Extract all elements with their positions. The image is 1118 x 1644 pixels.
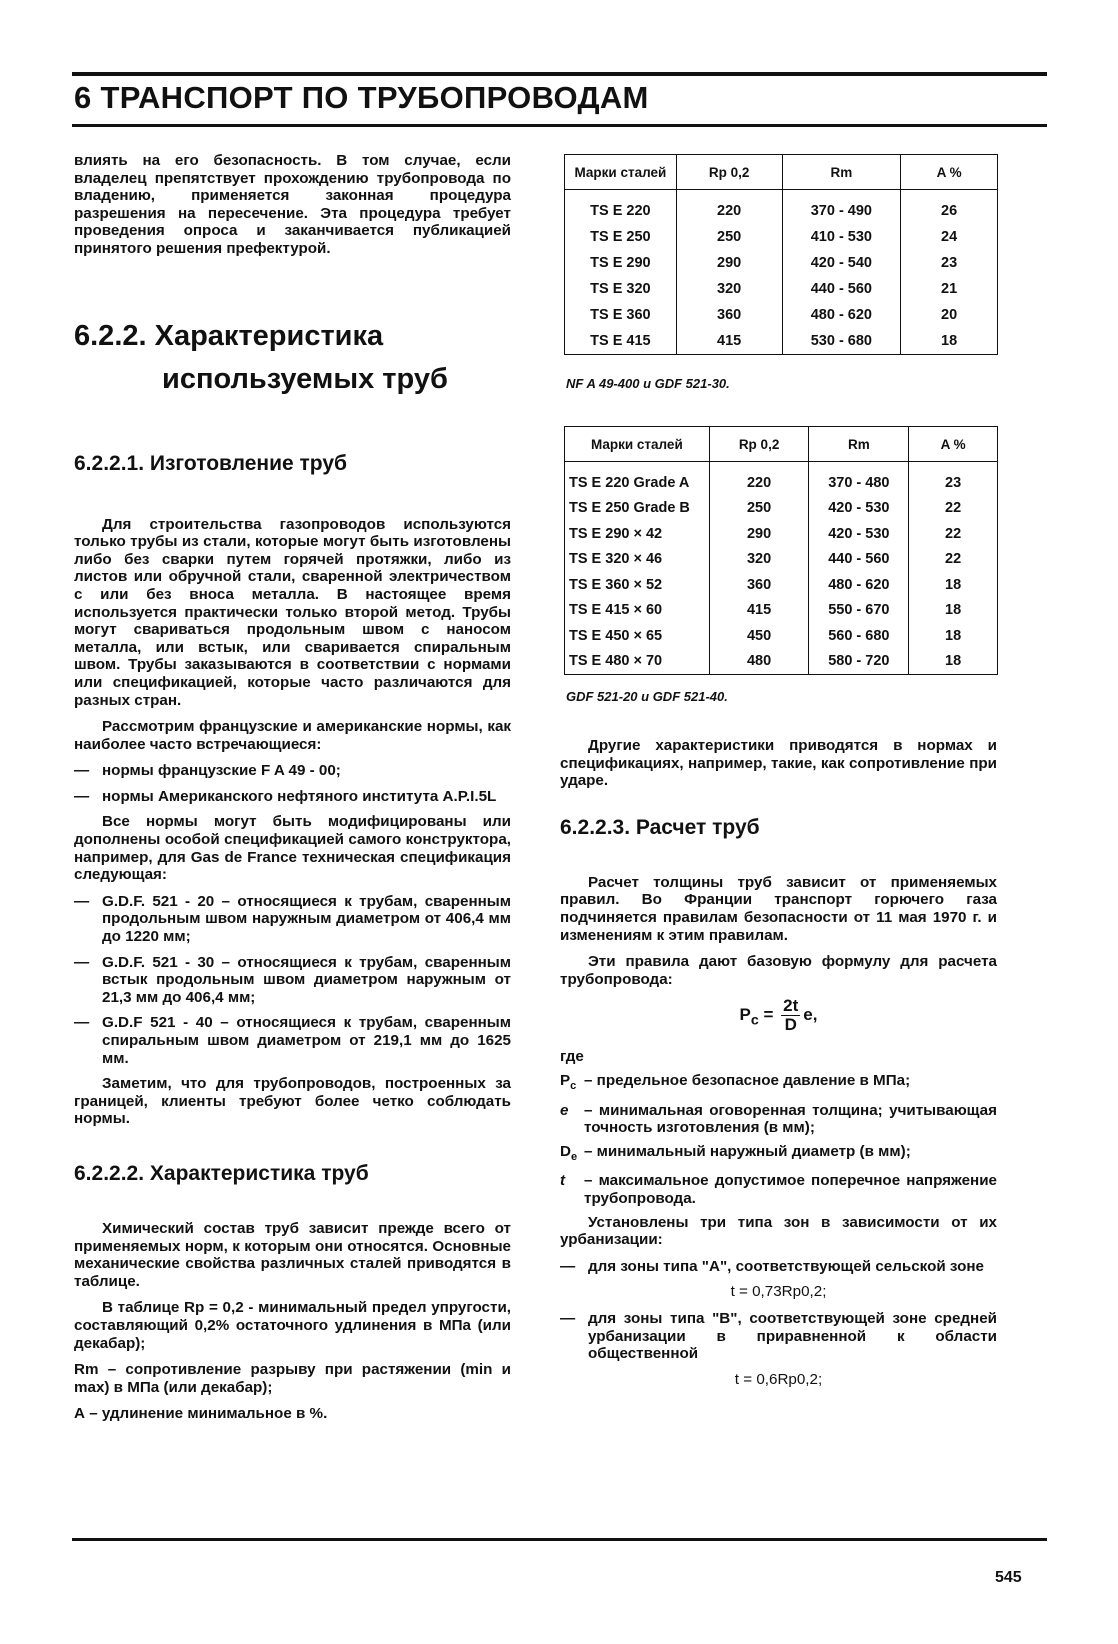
chemistry-paragraph: Химический состав труб зависит прежде всего от применяемых норм, к которым они относятся. Основные механические свойства различных сталей приводятся в таблице. [74,1219,511,1290]
abroad-paragraph: Заметим, что для трубопроводов, построенных за границей, клиенты требуют более четко соблюдать нормы. [74,1075,511,1128]
table-cell: TS E 415 × 60 [565,598,710,624]
table-cell: TS E 290 [565,250,677,276]
intro-paragraph: влиять на его безопасность. В том случае, если владелец препятствует прохождению трубопровода по владению, применяется законная процедура разрешения на пересечение. Эта процедура требует проведения опроса и заканчивается публикацией принятого решения префектурой. [74,152,511,257]
table-gdf-caption: GDF 521-20 и GDF 521-40. [566,689,728,704]
rm-definition: Rm – сопротивление разрыву при растяжении (min и max) в МПа (или декабар); [74,1361,511,1396]
column-header: Rp 0,2 [709,427,809,462]
table-cell: 290 [709,521,809,547]
table-cell: 415 [709,598,809,624]
formula-lhs: P [739,1005,751,1025]
symbol-letter: P [560,1071,571,1089]
zone-a-item: — для зоны типа "А", соответствующей сельской зоне [560,1258,997,1276]
symbol-letter: t [560,1172,566,1190]
symbol-subscript: e [570,1150,578,1163]
chapter-title: 6 ТРАНСПОРТ ПО ТРУБОПРОВОДАМ [74,80,649,115]
norm-item: — нормы французские F A 49 - 00; [74,762,511,780]
table-row [565,623,998,649]
table-row [565,598,998,624]
table-cell: 420 - 530 [809,496,909,522]
table-cell: 23 [909,462,998,496]
table-cell: 220 [676,190,782,225]
column-header: Марки сталей [565,155,677,190]
section-title [74,319,511,396]
symbol-description: – минимальная оговоренная толщина; учитывающая точность изготовления (в мм); [584,1101,997,1137]
header-rule [72,124,1047,127]
table-cell: TS E 290 × 42 [565,521,710,547]
table-cell: 560 - 680 [809,623,909,649]
table-cell: TS E 415 [565,328,677,355]
section-title-line1: 6.2.2. Характеристика [74,319,384,352]
where-label: где [560,1048,584,1066]
table-cell: 18 [909,649,998,675]
manufacture-paragraph: Для строительства газопроводов используются только трубы из стали, которые могут быть изготовлены либо без сварки путем горячей протяжки, либо из листов или обручной стали, сваренной электричеством с или без вноса металла. В настоящее время используется практически только второй метод. Трубы могут свариваться продольным швом с наносом металла, или встык, или сваривается спиральным швом. Трубы заказываются в соответствии с нормами или спецификацией, которые часто различаются для разных стран. [74,515,511,709]
column-header: Марки сталей [565,427,710,462]
steel-table-nf [564,154,998,355]
table-cell: 360 [676,302,782,328]
table-cell: 250 [676,224,782,250]
table-cell: 22 [909,547,998,573]
table-row [565,250,998,276]
table-cell: TS E 220 [565,190,677,225]
formula-eq: = [763,1005,774,1025]
symbol-letter: D [560,1142,571,1160]
table-cell: 530 - 680 [782,328,901,355]
table-row [565,521,998,547]
subsection-title-characteristics: 6.2.2.2. Характеристика труб [74,1161,369,1185]
table-cell: 18 [901,328,998,355]
column-header: A % [909,427,998,462]
symbol [560,1172,584,1207]
right-column [560,737,997,1397]
symbol-letter: e [560,1101,569,1119]
formula-numerator: 2t [783,996,799,1016]
a-definition: А – удлинение минимальное в %. [74,1405,328,1423]
table-row [565,328,998,355]
gdf-spec-item: — G.D.F. 521 - 20 – относящиеся к трубам, сваренным продольным швом наружным диаметром от 406,4 мм до 1220 мм; [74,892,511,946]
table-cell: 370 - 480 [809,462,909,496]
column-header: Rp 0,2 [676,155,782,190]
steel-table-gdf [564,426,998,675]
table-cell: 290 [676,250,782,276]
table-cell: 480 - 620 [809,572,909,598]
symbol [560,1102,584,1137]
table-row [565,572,998,598]
norm-item: — нормы Американского нефтяного института A.P.I.5L [74,788,511,806]
table-cell: 420 - 530 [809,521,909,547]
table-cell: 550 - 670 [809,598,909,624]
left-column [74,152,511,1432]
formula-lhs-sub: c [750,1012,759,1029]
formula-rhs: e, [803,1005,818,1025]
section-title-line2: используемых труб [162,362,448,395]
zone-a-formula: t = 0,73Rp0,2; [730,1283,827,1301]
table-cell: TS E 320 × 46 [565,547,710,573]
table-cell: TS E 250 Grade B [565,496,710,522]
table-nf-caption: NF A 49-400 и GDF 521-30. [566,376,730,391]
symbol-definitions [560,1072,997,1208]
rp-definition: В таблице Rp = 0,2 - минимальный предел упругости, составляющий 0,2% остаточного удлинения в МПа (или декабар); [74,1299,511,1352]
table-cell: 440 - 560 [782,276,901,302]
table-row [565,649,998,675]
table-cell: 480 - 620 [782,302,901,328]
table-row [565,190,998,225]
page-number: 545 [995,1569,1022,1586]
table-cell: 420 - 540 [782,250,901,276]
subsection-title-calculation: 6.2.2.3. Расчет труб [560,815,760,839]
symbol-definition [560,1102,997,1137]
table-cell: 580 - 720 [809,649,909,675]
table-header-row [565,155,998,190]
zone-b-item: — для зоны типа "В", соответствующей зоне средней урбанизации в приравненной к области общественной [560,1309,997,1363]
symbol-definition [560,1172,997,1207]
norms-intro-paragraph: Рассмотрим французские и американские нормы, как наиболее часто встречающиеся: [74,718,511,753]
symbol-description: – предельное безопасное давление в МПа; [584,1071,911,1089]
symbol [560,1072,584,1096]
formula-intro-paragraph: Эти правила дают базовую формулу для расчета трубопровода: [560,953,997,988]
symbol-definition [560,1072,997,1096]
table-cell: 18 [909,623,998,649]
symbol-definition [560,1143,997,1167]
table-cell: 20 [901,302,998,328]
table-cell: 220 [709,462,809,496]
gdf-spec-item: — G.D.F. 521 - 30 – относящиеся к трубам, сваренным встык продольным швом диаметром наружным от 21,3 мм до 406,4 мм; [74,953,511,1006]
table-cell: TS E 450 × 65 [565,623,710,649]
table-cell: 18 [909,598,998,624]
calculation-paragraph: Расчет толщины труб зависит от применяемых правил. Во Франции транспорт горючего газа подчиняется правилам безопасности от 11 мая 1970 г. и изменениям к этим правилам. [560,873,997,944]
table-cell: 21 [901,276,998,302]
table-cell: 320 [709,547,809,573]
table-cell: 320 [676,276,782,302]
norm-item-text: нормы Американского нефтяного института A.P.I.5L [102,787,497,805]
gdf-spec-item: — G.D.F 521 - 40 – относящиеся к трубам, сваренным спиральным швом диаметром от 219,1 мм до 1625 мм. [74,1014,511,1067]
spec-intro-paragraph: Все нормы могут быть модифицированы или дополнены особой спецификацией самого конструктора, например, для Gas de France техническая спецификация следующая: [74,813,511,884]
formula-fraction [781,997,800,1034]
table-cell: 480 [709,649,809,675]
table-cell: 22 [909,521,998,547]
gdf-spec-text: G.D.F. 521 - 30 – относящиеся к трубам, сваренным встык продольным швом диаметром наружным от 21,3 мм до 406,4 мм; [102,953,511,1006]
table-row [565,547,998,573]
table-cell: TS E 360 × 52 [565,572,710,598]
symbol-description: – максимальное допустимое поперечное напряжение трубопровода. [584,1172,997,1207]
gdf-spec-text: G.D.F. 521 - 20 – относящиеся к трубам, сваренным продольным швом наружным диаметром от 406,4 мм до 1220 мм; [102,892,511,946]
zone-b-text: для зоны типа "В", соответствующей зоне средней урбанизации в приравненной к области общественной [588,1309,997,1363]
top-rule [72,72,1047,76]
table-cell: 440 - 560 [809,547,909,573]
table-cell: 22 [909,496,998,522]
table-cell: TS E 360 [565,302,677,328]
table-cell: 24 [901,224,998,250]
column-header: Rm [782,155,901,190]
column-header: A % [901,155,998,190]
table-cell: TS E 320 [565,276,677,302]
zone-b-formula: t = 0,6Rp0,2; [734,1370,823,1388]
symbol-description: – минимальный наружный диаметр (в мм); [584,1142,911,1160]
table-row [565,302,998,328]
table-cell: 23 [901,250,998,276]
footer-rule [72,1538,1047,1541]
norm-item-text: нормы французские F A 49 - 00; [102,762,341,780]
table-cell: TS E 480 × 70 [565,649,710,675]
base-formula [560,997,997,1034]
table-cell: 370 - 490 [782,190,901,225]
zone-a-text: для зоны типа "А", соответствующей сельской зоне [588,1257,984,1275]
subsection-title-manufacture: 6.2.2.1. Изготовление труб [74,451,347,475]
symbol [560,1143,584,1167]
table-cell: 18 [909,572,998,598]
table-cell: 415 [676,328,782,355]
table-cell: 410 - 530 [782,224,901,250]
zones-intro-paragraph: Установлены три типа зон в зависимости от их урбанизации: [560,1213,997,1249]
table-header-row [565,427,998,462]
formula-denominator: D [784,1015,797,1035]
gdf-spec-text: G.D.F 521 - 40 – относящиеся к трубам, сваренным спиральным швом диаметром от 219,1 мм до 1625 мм. [102,1014,511,1067]
table-row [565,276,998,302]
table-cell: 250 [709,496,809,522]
table-row [565,496,998,522]
column-header: Rm [809,427,909,462]
table-cell: 26 [901,190,998,225]
table-cell: TS E 220 Grade A [565,462,710,496]
table-cell: 360 [709,572,809,598]
table-cell: 450 [709,623,809,649]
table-row [565,224,998,250]
symbol-subscript: c [570,1079,577,1092]
table-cell: TS E 250 [565,224,677,250]
table-row [565,462,998,496]
other-characteristics-paragraph: Другие характеристики приводятся в нормах и спецификациях, например, такие, как сопротивление при ударе. [560,737,997,790]
